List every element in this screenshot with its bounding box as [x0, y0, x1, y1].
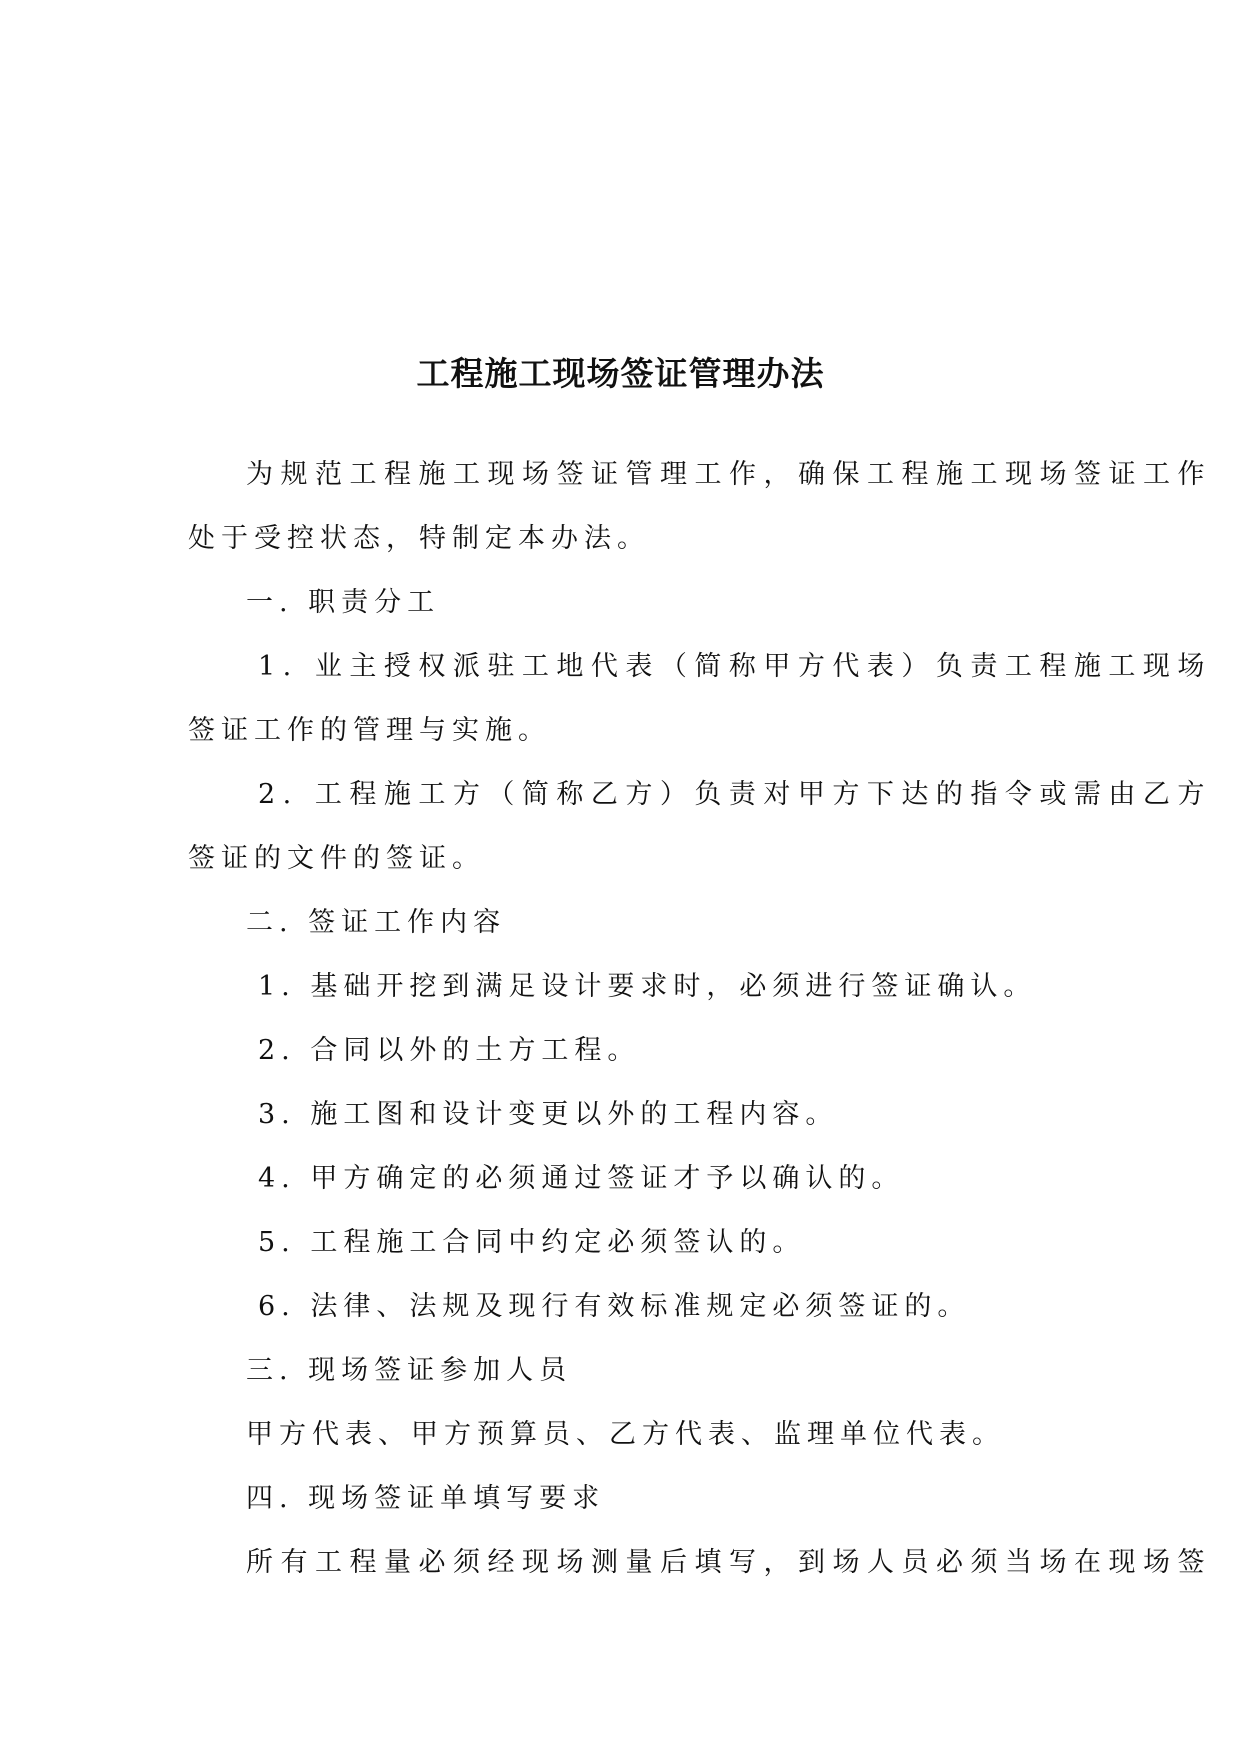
section-2-item-4: 4. 甲方确定的必须通过签证才予以确认的。 — [258, 1163, 905, 1194]
section-heading-4: 四. 现场签证单填写要求 — [246, 1483, 606, 1514]
intro-paragraph-line-2: 处于受控状态，特制定本办法。 — [188, 523, 650, 554]
section-heading-1: 一. 职责分工 — [246, 587, 441, 618]
section-heading-3: 三. 现场签证参加人员 — [246, 1355, 573, 1386]
section-1-item-1-line-2: 签证工作的管理与实施。 — [188, 715, 551, 746]
section-1-item-1-line-1: 1. 业主授权派驻工地代表（简称甲方代表）负责工程施工现场 — [258, 651, 1212, 682]
section-2-item-5: 5. 工程施工合同中约定必须签认的。 — [258, 1227, 806, 1258]
intro-paragraph-line-1: 为规范工程施工现场签证管理工作，确保工程施工现场签证工作 — [246, 459, 1212, 490]
section-2-item-1: 1. 基础开挖到满足设计要求时，必须进行签证确认。 — [258, 971, 1037, 1002]
section-3-text: 甲方代表、甲方预算员、乙方代表、监理单位代表。 — [246, 1419, 1005, 1450]
section-2-item-3: 3. 施工图和设计变更以外的工程内容。 — [258, 1099, 839, 1130]
section-1-item-2-line-1: 2. 工程施工方（简称乙方）负责对甲方下达的指令或需由乙方 — [258, 779, 1212, 810]
section-heading-2: 二. 签证工作内容 — [246, 907, 507, 938]
section-2-item-2: 2. 合同以外的土方工程。 — [258, 1035, 641, 1066]
section-4-text: 所有工程量必须经现场测量后填写，到场人员必须当场在现场签 — [246, 1547, 1212, 1578]
section-1-item-2-line-2: 签证的文件的签证。 — [188, 843, 485, 874]
section-2-item-6: 6. 法律、法规及现行有效标准规定必须签证的。 — [258, 1291, 971, 1322]
page-title: 工程施工现场签证管理办法 — [416, 354, 825, 393]
